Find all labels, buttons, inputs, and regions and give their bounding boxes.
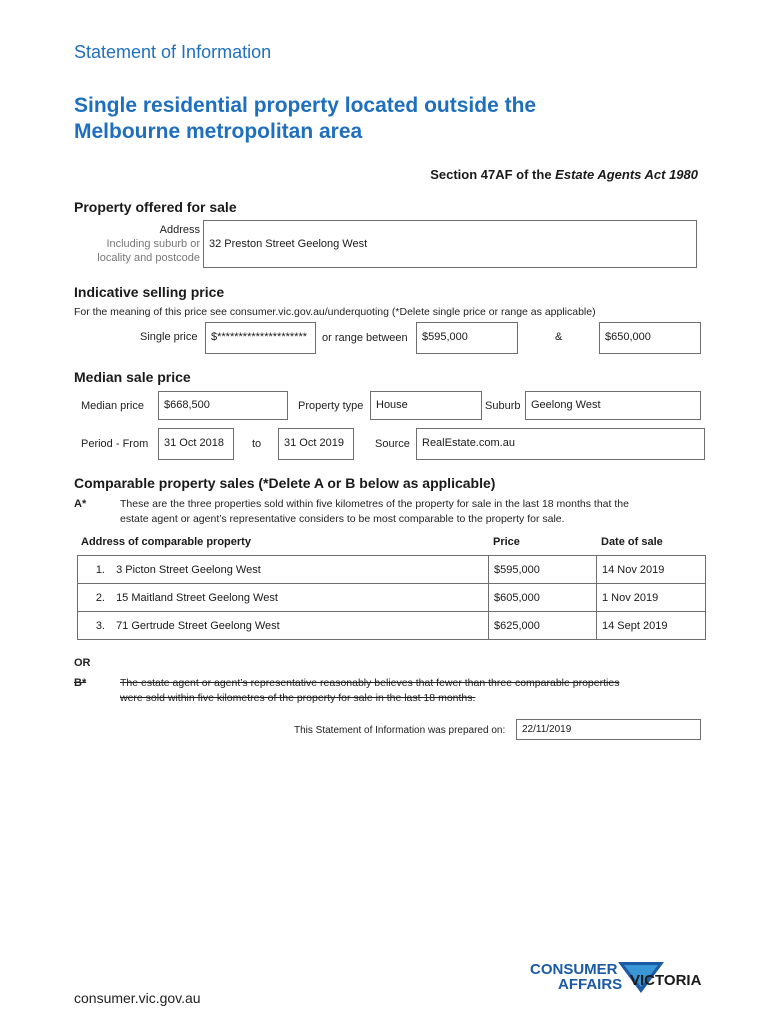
comparable-address-cell[interactable]: [78, 584, 489, 612]
comparable-address: 3 Picton Street Geelong West: [116, 563, 261, 576]
comparable-price[interactable]: $595,000: [489, 556, 597, 584]
row-number: 1.: [95, 563, 105, 576]
option-b-text-line2: were sold within five kilometres of the property for sale in the last 18 months.: [120, 692, 476, 704]
prepared-label: This Statement of Information was prepared on:: [294, 725, 506, 736]
comparable-date[interactable]: 1 Nov 2019: [597, 584, 706, 612]
document-title: [74, 93, 536, 145]
address-label-line3: locality and postcode: [97, 252, 200, 264]
comparable-date[interactable]: 14 Nov 2019: [597, 556, 706, 584]
suburb-field[interactable]: Geelong West: [525, 391, 701, 420]
address-label-line1: Address: [159, 224, 200, 236]
comparable-address: 71 Gertrude Street Geelong West: [116, 619, 280, 632]
period-to-label: to: [252, 438, 262, 450]
comparable-address: 15 Maitland Street Geelong West: [116, 591, 278, 604]
period-to-field[interactable]: 31 Oct 2019: [278, 428, 354, 460]
footer-url[interactable]: consumer.vic.gov.au: [74, 990, 201, 1006]
logo-graphic: [528, 957, 708, 997]
section-reference: [430, 167, 698, 182]
address-label-line2: Including suburb or: [106, 238, 200, 250]
comparable-heading: Comparable property sales (*Delete A or B below as applicable): [74, 475, 496, 491]
indicative-note: For the meaning of this price see consumer.vic.gov.au/underquoting (*Delete single price or range as applicable): [74, 306, 596, 318]
range-ampersand: &: [555, 331, 563, 343]
range-low-field[interactable]: $595,000: [416, 322, 518, 354]
comparable-date[interactable]: 14 Sept 2019: [597, 612, 706, 640]
option-b-text: [120, 676, 710, 706]
comparable-address-cell[interactable]: [78, 612, 489, 640]
property-type-label: Property type: [298, 400, 364, 412]
table-row: [78, 556, 706, 584]
period-from-label: Period - From: [81, 438, 149, 450]
option-a-marker: A*: [74, 498, 87, 510]
prepared-date-field[interactable]: 22/11/2019: [516, 719, 701, 740]
section-ref-prefix: Section 47AF of the: [430, 167, 556, 182]
table-row: [78, 612, 706, 640]
logo-line2: AFFAIRS: [558, 976, 623, 993]
source-label: Source: [375, 438, 410, 450]
option-b-marker: B*: [74, 677, 87, 689]
title-line-1: Single residential property located outside the: [74, 94, 537, 117]
property-heading: Property offered for sale: [74, 199, 237, 215]
comparable-price[interactable]: $605,000: [489, 584, 597, 612]
source-field[interactable]: RealEstate.com.au: [416, 428, 705, 460]
median-heading: Median sale price: [74, 369, 191, 385]
table-row: [78, 584, 706, 612]
suburb-label: Suburb: [485, 400, 521, 412]
row-number: 2.: [95, 591, 105, 604]
option-a-text-line1: These are the three properties sold within five kilometres of the property for sale in the last 18 months that the: [120, 498, 629, 510]
comparable-table: [77, 555, 706, 640]
logo-line1: CONSUMER: [530, 961, 618, 978]
option-a-text: [120, 497, 710, 527]
median-price-field[interactable]: $668,500: [158, 391, 288, 420]
or-label: OR: [74, 657, 91, 669]
consumer-affairs-victoria-logo: [528, 957, 708, 1002]
comparable-address-cell[interactable]: [78, 556, 489, 584]
option-a-text-line2: estate agent or agent’s representative considers to be most comparable to the property for sale.: [120, 513, 565, 525]
range-label: or range between: [322, 332, 408, 344]
single-price-label: Single price: [140, 331, 198, 343]
indicative-heading: Indicative selling price: [74, 284, 225, 300]
property-type-field[interactable]: House: [370, 391, 482, 420]
option-b-text-line1: The estate agent or agent’s representative reasonably believes that fewer than three comparable properties: [120, 677, 620, 689]
title-line-2: Melbourne metropolitan area: [74, 120, 363, 143]
row-number: 3.: [95, 619, 105, 632]
single-price-field[interactable]: $*********************: [205, 322, 316, 354]
col-header-date: Date of sale: [601, 536, 663, 548]
col-header-price: Price: [493, 536, 520, 548]
range-high-field[interactable]: $650,000: [599, 322, 701, 354]
document-subtitle: Statement of Information: [74, 42, 272, 62]
col-header-address: Address of comparable property: [81, 536, 251, 548]
logo-word: VICTORIA: [630, 972, 702, 989]
median-price-label: Median price: [81, 400, 144, 412]
section-ref-act: Estate Agents Act 1980: [555, 167, 698, 182]
address-label: [80, 223, 200, 265]
address-field[interactable]: 32 Preston Street Geelong West: [203, 220, 697, 268]
period-from-field[interactable]: 31 Oct 2018: [158, 428, 234, 460]
comparable-price[interactable]: $625,000: [489, 612, 597, 640]
